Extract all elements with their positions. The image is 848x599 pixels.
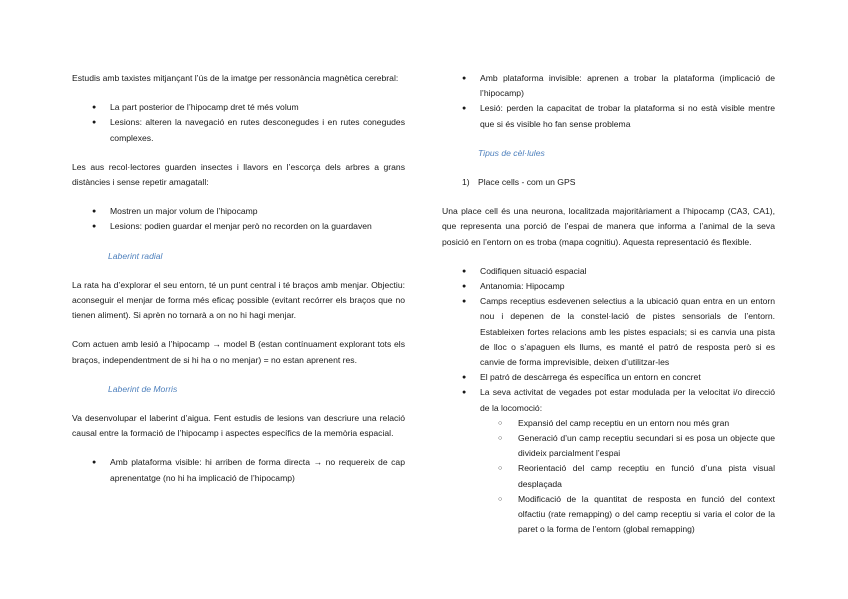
bullet-list-place-cells bbox=[442, 264, 775, 538]
list-item: ● Antanomia: Hipocamp bbox=[442, 279, 775, 294]
bullet-list-taxi bbox=[72, 100, 405, 146]
list-item: ● Mostren un major volum de l’hipocamp bbox=[72, 204, 405, 219]
paragraph-radial-maze: La rata ha d’explorar el seu entorn, té un punt central i té braços amb menjar. Objectiu: aconseguir el menjar de forma més eficaç possible (evitant recórrer els braços que no tienen aliment). Si aprèn no tornarà a on no hi hagi menjar. bbox=[72, 279, 405, 321]
bullet-list-birds bbox=[72, 204, 405, 234]
list-item: ● Lesions: alteren la navegació en rutes desconegudes i en rutes conegudes complexes. bbox=[72, 115, 405, 145]
list-item: ● Lesions: podien guardar el menjar però no recorden on la guardaven bbox=[72, 219, 405, 234]
list-item-text: La seva activitat de vegades pot estar modulada per la velocitat i/o direcció de la locomoció: bbox=[480, 387, 775, 413]
heading-cell-types: Tipus de cèl·lules bbox=[478, 147, 545, 158]
left-column bbox=[72, 71, 405, 486]
bullet-list-visible-platform bbox=[72, 455, 405, 485]
sub-list-item: ○ Generació d’un camp receptiu secundari si es posa un objecte que divideix parcialment l’espai bbox=[478, 431, 775, 461]
list-item: ● Amb plataforma visible: hi arriben de forma directa → no requereix de cap aprenentatge (no hi ha implicació de l’hipocamp) bbox=[72, 455, 405, 485]
sub-list-item: ○ Expansió del camp receptiu en un entorn nou més gran bbox=[478, 416, 775, 431]
list-item: ● Codifiquen situació espacial bbox=[442, 264, 775, 279]
bullet-list-invisible-platform bbox=[442, 71, 775, 132]
list-item-locomotion bbox=[442, 385, 775, 537]
list-item: ● El patró de descàrrega és específica un entorn en concret bbox=[442, 370, 775, 385]
sub-list-item: ○ Modificació de la quantitat de resposta en funció del context olfactiu (rate remapping) o del camp receptiu si varia el color de la paret o la forma de l’entorn (global remapping) bbox=[478, 492, 775, 538]
numbered-item-place-cells bbox=[442, 175, 775, 190]
list-item: ● Amb plataforma invisible: aprenen a trobar la plataforma (implicació de l’hipocamp) bbox=[442, 71, 775, 101]
list-item: ● Camps receptius esdevenen selectius a la ubicació quan entra en un entorn nou i depenen de la constel·lació de pistes sensorials de l’entorn. Estableixen fortes relacions amb les pistes espacials; si es canvia una pista de lloc o s’apaguen els llums, es manté el patró de resposta però si es canvie de forma imprevisible, deixen d’utilitzar-les bbox=[442, 294, 775, 370]
list-item: ● Lesió: perden la capacitat de trobar la plataforma si no està visible mentre que si és visible ho fan sense problema bbox=[442, 101, 775, 131]
numbered-item-text: Place cells - com un GPS bbox=[478, 177, 576, 188]
paragraph-birds: Les aus recol·lectores guarden insectes i llavors en l’escorça dels arbres a grans distàncies i sense repetir amagatall: bbox=[72, 161, 405, 188]
paragraph-taxi-studies: Estudis amb taxistes mitjançant l’ús de la imatge per ressonància magnètica cerebral: bbox=[72, 73, 399, 83]
paragraph-hippocampus-lesion: Com actuen amb lesió a l’hipocamp → model B (estan contínuament explorant tots els braços, independentment de si hi ha o no menjar) = no estan aprenent res. bbox=[72, 339, 405, 365]
heading-radial-maze: Laberint radial bbox=[108, 250, 163, 261]
list-item: ● La part posterior de l’hipocamp dret té més volum bbox=[72, 100, 405, 115]
sub-bullet-list bbox=[480, 416, 775, 538]
right-column bbox=[442, 71, 775, 537]
sub-list-item: ○ Reorientació del camp receptiu en funció d’una pista visual desplaçada bbox=[478, 461, 775, 491]
heading-morris-maze: Laberint de Morris bbox=[108, 383, 178, 394]
paragraph-place-cell-definition: Una place cell és una neurona, localitzada majoritàriament a l’hipocamp (CA3, CA1), que representa una porció de l’espai de manera que informa a l’animal de la seva posició en l’entorn on es troba (mapa cognitiu). Aquesta representació és flexible. bbox=[442, 206, 775, 247]
list-number: 1) bbox=[462, 177, 470, 188]
paragraph-water-maze: Va desenvolupar el laberint d’aigua. Fent estudis de lesions van descriure una relació causal entre la formació de l’hipocamp i aspectes específics de la memòria espacial. bbox=[72, 413, 405, 439]
